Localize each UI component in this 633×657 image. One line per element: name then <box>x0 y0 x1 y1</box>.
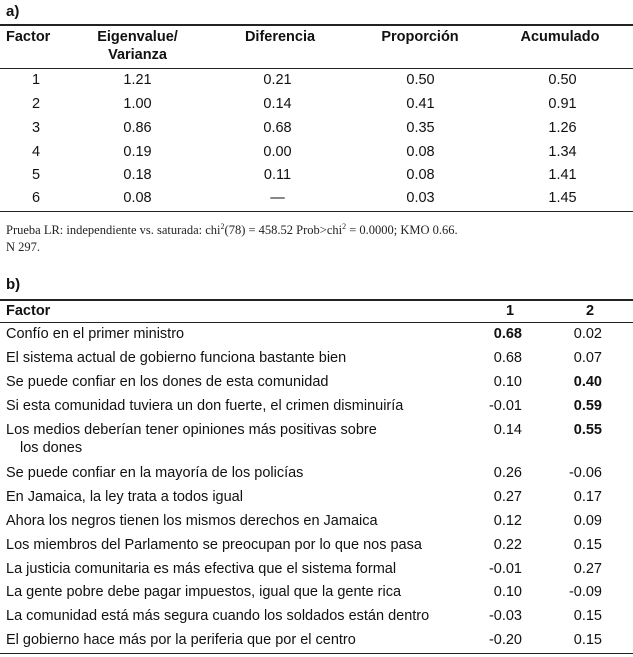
cell-eigen: 0.19 <box>123 144 152 160</box>
cell-loading-1: -0.20 <box>488 632 522 648</box>
cell-loading-1: 0.10 <box>493 584 522 600</box>
cell-diferencia: 0.68 <box>263 120 292 136</box>
cell-factor: 2 <box>31 96 41 112</box>
cell-eigen: 1.21 <box>123 72 152 88</box>
section-b-label: b) <box>6 276 21 293</box>
table-b-header-rule <box>0 322 633 323</box>
cell-loading-2: 0.02 <box>573 326 602 342</box>
cell-statement: Se puede confiar en los dones de esta comunidad <box>6 374 329 390</box>
cell-proporcion: 0.35 <box>406 120 435 136</box>
cell-diferencia: — <box>270 190 285 206</box>
cell-factor: 1 <box>31 72 41 88</box>
table-a-header-rule <box>0 68 633 69</box>
footnote-line2: N 297. <box>6 240 41 255</box>
table-a-footnote <box>6 218 606 256</box>
table-b-bottom-rule <box>0 653 633 654</box>
cell-proporcion: 0.03 <box>406 190 435 206</box>
cell-diferencia: 0.14 <box>263 96 292 112</box>
cell-proporcion: 0.08 <box>406 167 435 183</box>
header-eigen-line2: Varianza <box>108 47 167 63</box>
cell-loading-2: 0.15 <box>573 632 602 648</box>
cell-acumulado: 0.91 <box>548 96 577 112</box>
cell-acumulado: 1.34 <box>548 144 577 160</box>
cell-loading-2: 0.55 <box>573 422 602 438</box>
cell-eigen: 1.00 <box>123 96 152 112</box>
cell-loading-1: 0.22 <box>493 537 522 553</box>
cell-statement: El sistema actual de gobierno funciona bastante bien <box>6 350 347 366</box>
cell-loading-2: 0.59 <box>573 398 602 414</box>
cell-loading-1: -0.03 <box>488 608 522 624</box>
cell-loading-2: -0.09 <box>568 584 602 600</box>
cell-loading-2: 0.09 <box>573 513 602 529</box>
cell-loading-1: 0.14 <box>493 422 522 438</box>
cell-loading-1: 0.68 <box>493 350 522 366</box>
cell-statement: Los miembros del Parlamento se preocupan por lo que nos pasa <box>6 537 422 553</box>
cell-proporcion: 0.08 <box>406 144 435 160</box>
cell-loading-1: 0.26 <box>493 465 522 481</box>
cell-eigen: 0.08 <box>123 190 152 206</box>
cell-proporcion: 0.50 <box>406 72 435 88</box>
cell-acumulado: 1.26 <box>548 120 577 136</box>
cell-loading-1: 0.12 <box>493 513 522 529</box>
cell-loading-1: -0.01 <box>488 561 522 577</box>
cell-factor: 5 <box>31 167 41 183</box>
cell-acumulado: 0.50 <box>548 72 577 88</box>
table-a-top-rule <box>0 24 633 26</box>
header-factor-1: 1 <box>505 303 515 319</box>
cell-loading-1: 0.10 <box>493 374 522 390</box>
cell-factor: 3 <box>31 120 41 136</box>
cell-diferencia: 0.00 <box>263 144 292 160</box>
cell-factor: 4 <box>31 144 41 160</box>
cell-loading-2: 0.27 <box>573 561 602 577</box>
cell-statement: La gente pobre debe pagar impuestos, igual que la gente rica <box>6 584 402 600</box>
header-proporcion: Proporción <box>381 29 459 45</box>
cell-loading-1: 0.27 <box>493 489 522 505</box>
header-factor: Factor <box>6 303 51 319</box>
cell-loading-1: 0.68 <box>493 326 522 342</box>
cell-diferencia: 0.11 <box>263 167 292 183</box>
cell-proporcion: 0.41 <box>406 96 435 112</box>
cell-statement: Los medios deberían tener opiniones más positivas sobre <box>6 422 377 438</box>
cell-statement: Confío en el primer ministro <box>6 326 185 342</box>
cell-loading-2: -0.06 <box>568 465 602 481</box>
cell-eigen: 0.18 <box>123 167 152 183</box>
section-a-label: a) <box>6 3 20 20</box>
cell-statement: La justicia comunitaria es más efectiva que el sistema formal <box>6 561 397 577</box>
cell-loading-2: 0.17 <box>573 489 602 505</box>
cell-statement: El gobierno hace más por la periferia que por el centro <box>6 632 356 648</box>
cell-factor: 6 <box>31 190 41 206</box>
cell-statement: La comunidad está más segura cuando los soldados están dentro <box>6 608 430 624</box>
table-b-top-rule <box>0 299 633 301</box>
cell-loading-2: 0.15 <box>573 608 602 624</box>
table-a-bottom-rule <box>0 211 633 212</box>
cell-statement-continuation: los dones <box>20 440 83 456</box>
cell-statement: Si esta comunidad tuviera un don fuerte, el crimen disminuiría <box>6 398 404 414</box>
cell-loading-2: 0.07 <box>573 350 602 366</box>
footnote-line1: Prueba LR: independiente vs. saturada: chi$^2$(78) = 458.52 Prob>chi$^2$ = 0.0000; KMO 0.66. <box>6 222 458 238</box>
cell-statement: En Jamaica, la ley trata a todos igual <box>6 489 243 505</box>
cell-statement: Se puede confiar en la mayoría de los policías <box>6 465 304 481</box>
cell-loading-2: 0.15 <box>573 537 602 553</box>
header-eigen-line1: Eigenvalue/ <box>97 29 178 45</box>
cell-statement: Ahora los negros tienen los mismos derechos en Jamaica <box>6 513 378 529</box>
header-factor-2: 2 <box>585 303 595 319</box>
header-diferencia: Diferencia <box>244 29 316 45</box>
cell-acumulado: 1.41 <box>548 167 577 183</box>
cell-eigen: 0.86 <box>123 120 152 136</box>
cell-acumulado: 1.45 <box>548 190 577 206</box>
header-acumulado: Acumulado <box>520 29 600 45</box>
cell-loading-1: -0.01 <box>488 398 522 414</box>
cell-loading-2: 0.40 <box>573 374 602 390</box>
header-factor: Factor <box>6 29 51 45</box>
cell-diferencia: 0.21 <box>263 72 292 88</box>
